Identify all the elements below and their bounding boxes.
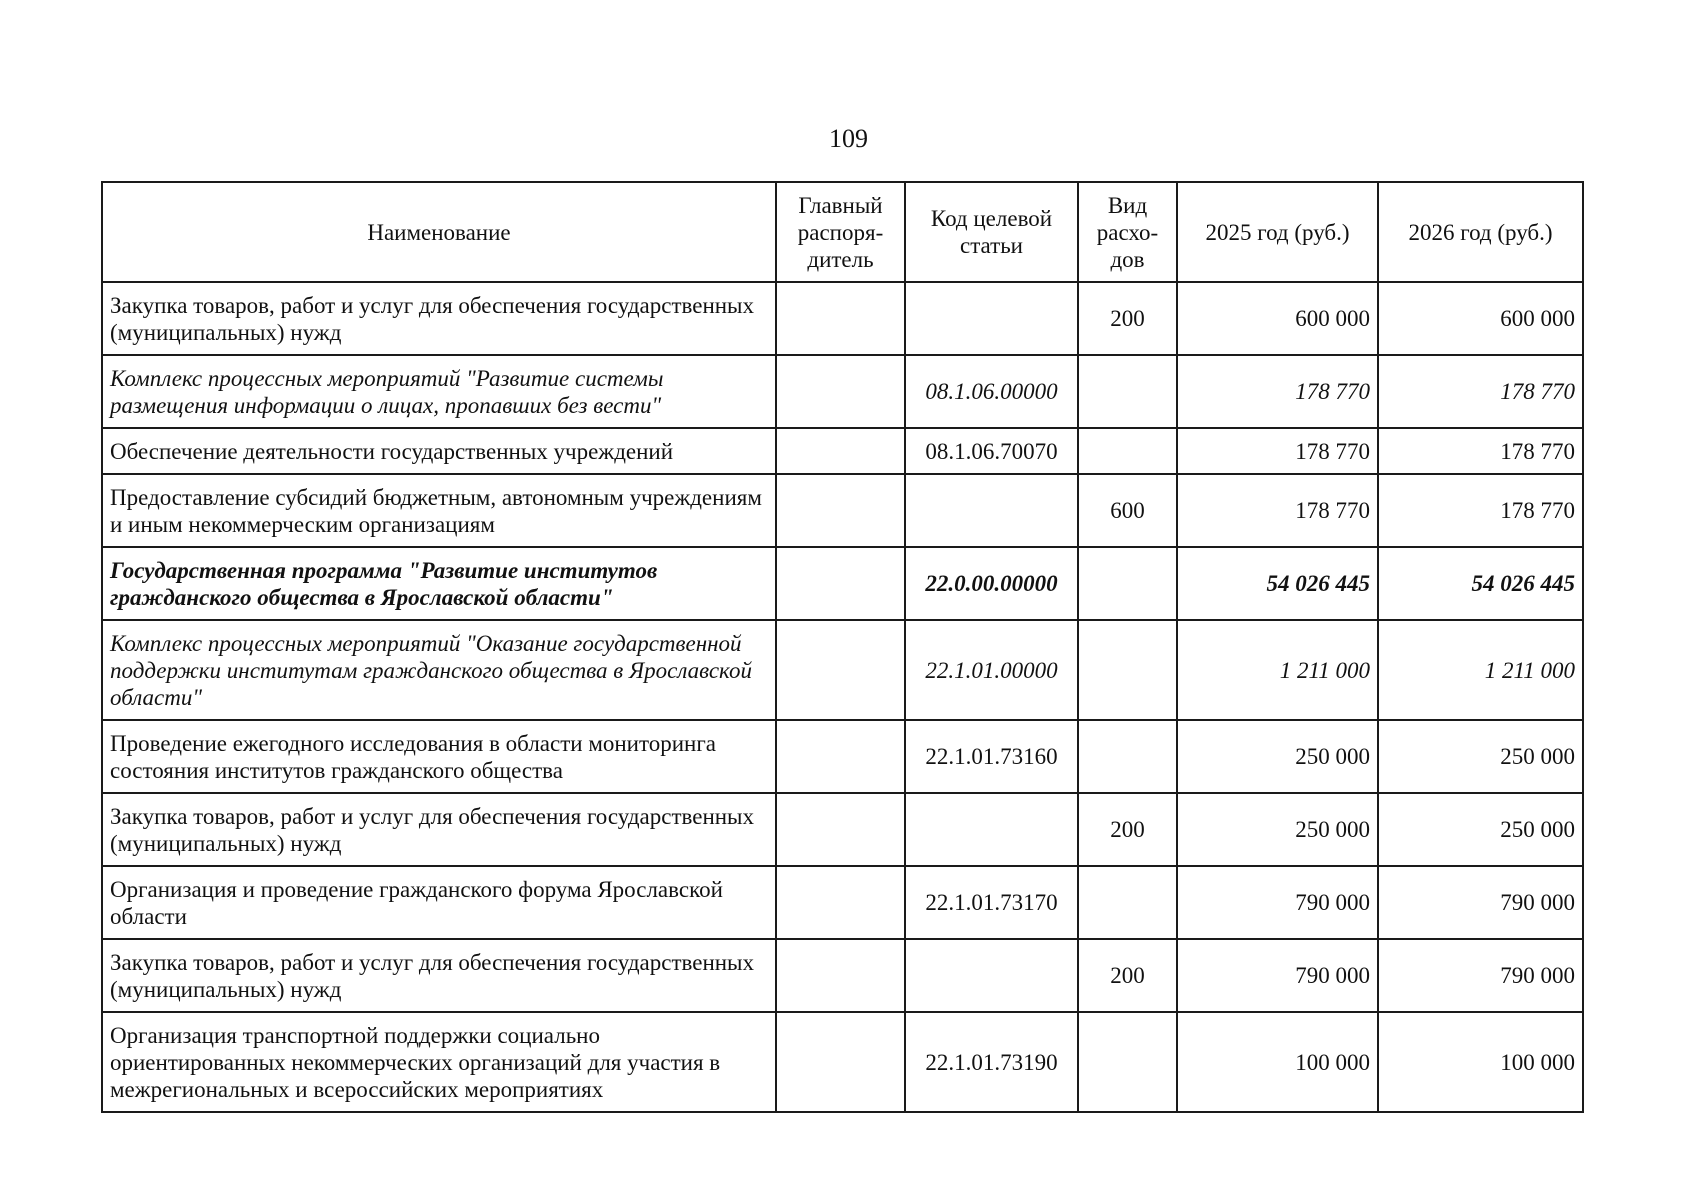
row-manager-cell <box>776 428 905 474</box>
table-row <box>102 866 1583 939</box>
row-2026-amount-cell: 250 000 <box>1378 793 1583 866</box>
row-expense-type-cell <box>1078 547 1177 620</box>
row-target-code-cell: 08.1.06.70070 <box>905 428 1078 474</box>
row-expense-type-cell <box>1078 866 1177 939</box>
row-2026-amount-cell: 178 770 <box>1378 355 1583 428</box>
row-manager-cell <box>776 866 905 939</box>
row-2026-amount-cell: 178 770 <box>1378 428 1583 474</box>
table-row <box>102 474 1583 547</box>
row-target-code-cell <box>905 939 1078 1012</box>
row-2025-amount-cell: 790 000 <box>1177 866 1378 939</box>
row-2026-amount-cell: 178 770 <box>1378 474 1583 547</box>
row-2025-amount-cell: 600 000 <box>1177 282 1378 355</box>
row-expense-type-cell <box>1078 620 1177 720</box>
row-name-cell: Закупка товаров, работ и услуг для обеспечения государственных (муниципальных) нужд <box>102 939 776 1012</box>
header-year-2026: 2026 год (руб.) <box>1378 182 1583 282</box>
row-2025-amount-cell: 1 211 000 <box>1177 620 1378 720</box>
row-2025-amount-cell: 178 770 <box>1177 355 1378 428</box>
header-main-manager: Главный распоря-дитель <box>776 182 905 282</box>
table-row <box>102 793 1583 866</box>
row-2025-amount-cell: 178 770 <box>1177 428 1378 474</box>
row-target-code-cell <box>905 793 1078 866</box>
table-row <box>102 1012 1583 1112</box>
row-target-code-cell: 22.1.01.73170 <box>905 866 1078 939</box>
table-row <box>102 720 1583 793</box>
table-body <box>102 282 1583 1112</box>
page-number: 109 <box>829 124 868 153</box>
header-year-2025: 2025 год (руб.) <box>1177 182 1378 282</box>
row-expense-type-cell: 200 <box>1078 939 1177 1012</box>
row-2025-amount-cell: 54 026 445 <box>1177 547 1378 620</box>
row-target-code-cell <box>905 282 1078 355</box>
row-manager-cell <box>776 547 905 620</box>
table-row <box>102 547 1583 620</box>
row-target-code-cell: 22.1.01.73190 <box>905 1012 1078 1112</box>
row-2025-amount-cell: 250 000 <box>1177 793 1378 866</box>
row-2025-amount-cell: 790 000 <box>1177 939 1378 1012</box>
table-row <box>102 939 1583 1012</box>
row-2026-amount-cell: 790 000 <box>1378 939 1583 1012</box>
row-name-cell: Комплекс процессных мероприятий "Развитие системы размещения информации о лицах, пропавших без вести" <box>102 355 776 428</box>
row-name-cell: Организация и проведение гражданского форума Ярославской области <box>102 866 776 939</box>
row-2026-amount-cell: 600 000 <box>1378 282 1583 355</box>
row-expense-type-cell: 200 <box>1078 793 1177 866</box>
row-manager-cell <box>776 793 905 866</box>
header-expense-type: Вид расхо-дов <box>1078 182 1177 282</box>
budget-table <box>101 181 1584 1113</box>
row-expense-type-cell <box>1078 1012 1177 1112</box>
row-2026-amount-cell: 54 026 445 <box>1378 547 1583 620</box>
table-header-row <box>102 182 1583 282</box>
row-manager-cell <box>776 474 905 547</box>
row-name-cell: Проведение ежегодного исследования в области мониторинга состояния институтов гражданского общества <box>102 720 776 793</box>
row-target-code-cell: 22.0.00.00000 <box>905 547 1078 620</box>
row-name-cell: Предоставление субсидий бюджетным, автономным учреждениям и иным некоммерческим организациям <box>102 474 776 547</box>
header-name: Наименование <box>102 182 776 282</box>
row-manager-cell <box>776 355 905 428</box>
row-2026-amount-cell: 1 211 000 <box>1378 620 1583 720</box>
row-expense-type-cell: 600 <box>1078 474 1177 547</box>
row-2026-amount-cell: 100 000 <box>1378 1012 1583 1112</box>
row-2025-amount-cell: 178 770 <box>1177 474 1378 547</box>
row-expense-type-cell <box>1078 355 1177 428</box>
row-manager-cell <box>776 1012 905 1112</box>
row-expense-type-cell: 200 <box>1078 282 1177 355</box>
row-target-code-cell <box>905 474 1078 547</box>
table-row <box>102 620 1583 720</box>
row-name-cell: Закупка товаров, работ и услуг для обеспечения государственных (муниципальных) нужд <box>102 282 776 355</box>
table-row <box>102 428 1583 474</box>
row-name-cell: Комплекс процессных мероприятий "Оказание государственной поддержки институтам гражданского общества в Ярославской области" <box>102 620 776 720</box>
row-manager-cell <box>776 720 905 793</box>
table-row <box>102 355 1583 428</box>
header-target-code: Код целевой статьи <box>905 182 1078 282</box>
row-expense-type-cell <box>1078 720 1177 793</box>
row-2025-amount-cell: 100 000 <box>1177 1012 1378 1112</box>
row-name-cell: Закупка товаров, работ и услуг для обеспечения государственных (муниципальных) нужд <box>102 793 776 866</box>
row-2026-amount-cell: 790 000 <box>1378 866 1583 939</box>
row-2026-amount-cell: 250 000 <box>1378 720 1583 793</box>
row-manager-cell <box>776 939 905 1012</box>
row-target-code-cell: 22.1.01.00000 <box>905 620 1078 720</box>
row-2025-amount-cell: 250 000 <box>1177 720 1378 793</box>
row-target-code-cell: 22.1.01.73160 <box>905 720 1078 793</box>
row-name-cell: Обеспечение деятельности государственных учреждений <box>102 428 776 474</box>
row-name-cell: Государственная программа "Развитие институтов гражданского общества в Ярославской области" <box>102 547 776 620</box>
row-manager-cell <box>776 620 905 720</box>
row-name-cell: Организация транспортной поддержки социально ориентированных некоммерческих организаций для участия в межрегиональных и всероссийских мероприятиях <box>102 1012 776 1112</box>
table-row <box>102 282 1583 355</box>
row-target-code-cell: 08.1.06.00000 <box>905 355 1078 428</box>
row-manager-cell <box>776 282 905 355</box>
row-expense-type-cell <box>1078 428 1177 474</box>
